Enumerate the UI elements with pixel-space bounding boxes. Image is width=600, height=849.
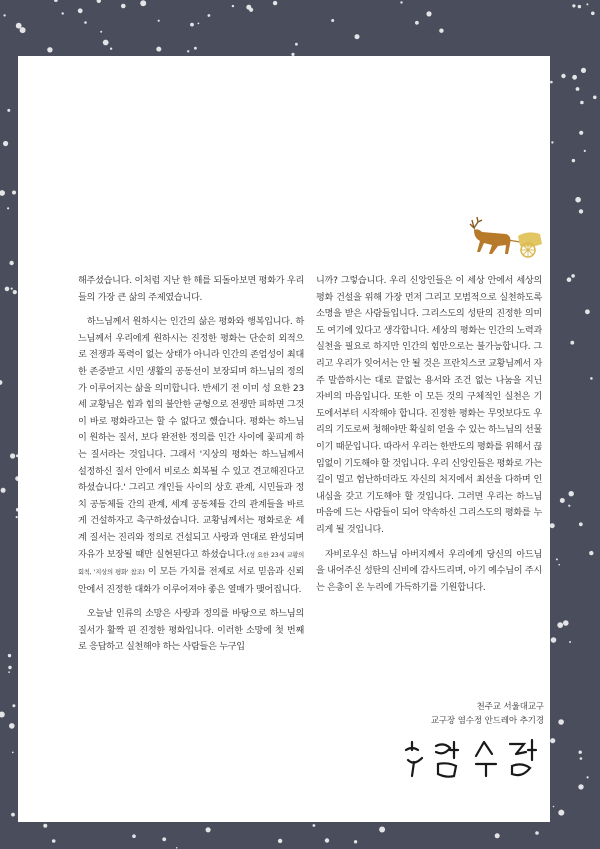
snow-dot xyxy=(558,810,564,816)
snow-dot xyxy=(187,50,189,52)
paragraph xyxy=(78,314,304,598)
snow-dot xyxy=(379,827,385,833)
snow-dot xyxy=(591,12,595,16)
citation-note: (성 요한 23세 교황의 회칙, '지상의 평화' 참조) xyxy=(78,551,304,577)
snow-dot xyxy=(579,131,583,135)
snow-dot xyxy=(550,738,555,743)
snow-dot xyxy=(550,81,553,84)
snow-dot xyxy=(569,491,574,496)
snow-dot xyxy=(194,47,197,50)
snow-dot xyxy=(12,704,15,707)
snow-dot xyxy=(572,75,577,80)
snow-dot xyxy=(249,8,253,12)
snow-dot xyxy=(7,109,10,112)
snow-dot xyxy=(331,19,334,22)
snow-dot xyxy=(11,813,15,817)
snow-dot xyxy=(587,776,589,778)
snow-dot xyxy=(355,34,360,39)
snow-dot xyxy=(20,27,26,33)
snow-dot xyxy=(585,309,590,314)
snow-dot xyxy=(273,1,277,5)
snow-dot xyxy=(232,5,234,7)
snow-dot xyxy=(10,453,15,458)
snow-dot xyxy=(325,838,329,842)
snow-dot xyxy=(8,666,11,669)
snow-dot xyxy=(47,47,52,52)
snow-dot xyxy=(7,207,9,209)
snow-dot xyxy=(575,197,581,203)
snow-dot xyxy=(11,288,13,290)
snow-dot xyxy=(52,839,56,843)
snow-dot xyxy=(558,719,564,725)
snow-dot xyxy=(584,150,586,152)
snow-dot xyxy=(589,551,593,555)
snow-dot xyxy=(3,14,5,16)
snow-dot xyxy=(162,837,166,841)
snow-dot xyxy=(3,141,8,146)
snow-dot xyxy=(572,159,575,162)
snow-dot xyxy=(553,806,555,808)
snow-dot xyxy=(579,522,583,526)
snow-dot xyxy=(550,523,555,528)
snow-dot xyxy=(567,277,572,282)
snow-dot xyxy=(190,23,194,27)
snow-dot xyxy=(551,141,553,143)
snow-dot xyxy=(9,261,13,265)
signature-name: 교구장 염수정 안드레아 추기경 xyxy=(430,714,544,725)
paragraph-text: 이 모든 가치를 전제로 서로 믿음과 신뢰 안에서 진정한 대화가 이루어져야 좋은 열매가 맺어집니다. xyxy=(78,567,304,595)
snow-dot xyxy=(580,757,583,760)
reindeer-sleigh-icon xyxy=(462,214,546,266)
snow-dot xyxy=(580,101,584,105)
snow-dot xyxy=(5,287,10,292)
snow-dot xyxy=(8,654,11,657)
snow-dot xyxy=(561,74,565,78)
snow-dot xyxy=(12,191,16,195)
snow-dot xyxy=(110,48,112,50)
snow-dot xyxy=(590,377,593,380)
snow-dot xyxy=(8,671,10,673)
snow-dot xyxy=(569,641,571,643)
paragraph: 니까? 그렇습니다. 우리 신앙인들은 이 세상 안에서 세상의 평화 건설을 위해 가장 먼저 그리고 모범적으로 실천하도록 소명을 받은 사람들입니다. 그리스도의 성탄의 진정한 의미도 여기에 있다고 생각합니다. 세상의 평화는 인간의 노력과 실천을 필요로 하지만 인간의 힘만으로는 불가능합니다. 그리고 우리가 잊어서는 안 될 것은 프란치스코 교황님께서 자주 말씀하시는 대로 끝없는 용서와 조건 없는 나눔을 지닌 자비의 마음입니다. 또한 이 모든 것의 구체적인 실천은 기도에서부터 시작해야 합니다. 진정한 평화는 무엇보다도 우리의 기도로써 청해야만 확실히 얻을 수 있는 하느님의 선물이기 때문입니다. 따라서 우리는 한반도의 평화를 위해서 끊임없이 기도해야 할 것입니다. 우리 신앙인들은 평화로 가는 길이 멀고 험난하더라도 자신의 처지에서 최선을 다하며 인내심을 갖고 기도해야 할 것입니다. 그러면 우리는 하느님 마음에 드는 사람들이 되어 약속하신 그리스도의 평화를 누리게 될 것입니다. xyxy=(316,276,542,535)
snow-dot xyxy=(572,4,575,7)
snow-dot xyxy=(400,1,402,3)
snow-dot xyxy=(78,8,83,13)
handwritten-signature xyxy=(392,732,542,784)
snow-dot xyxy=(426,11,431,16)
snow-dot xyxy=(415,21,419,25)
snow-dot xyxy=(551,637,557,643)
snow-dot xyxy=(9,723,15,729)
snow-dot xyxy=(581,68,586,73)
snow-dot xyxy=(132,834,136,838)
signature-block xyxy=(316,700,544,727)
snow-dot xyxy=(576,87,580,91)
snow-dot xyxy=(579,751,582,754)
snow-dot xyxy=(578,5,581,8)
snow-dot xyxy=(579,209,583,213)
snow-dot xyxy=(570,341,574,345)
snow-dot xyxy=(535,831,539,835)
snow-dot xyxy=(557,622,563,628)
snow-dot xyxy=(495,833,500,838)
snow-dot xyxy=(103,40,109,46)
letter-right-column xyxy=(316,273,542,604)
snow-dot xyxy=(43,824,47,828)
signature-org: 천주교 서울대교구 xyxy=(476,701,544,711)
snow-dot xyxy=(16,23,22,29)
snow-dot xyxy=(62,12,64,14)
snow-dot xyxy=(560,498,565,503)
paragraph: 자비로우신 하느님 아버지께서 우리에게 당신의 아드님을 내어주신 성탄의 신비에 감사드리며, 아기 예수님이 주시는 은총이 온 누리에 가득하기를 기원합니다. xyxy=(316,549,542,593)
snow-dot xyxy=(278,839,282,843)
snow-dot xyxy=(176,847,178,849)
snow-dot xyxy=(84,21,87,24)
snow-dot xyxy=(558,564,560,566)
snow-dot xyxy=(586,3,588,5)
snow-dot xyxy=(568,505,570,507)
snow-dot xyxy=(313,824,316,827)
snow-dot xyxy=(593,96,597,100)
snow-dot xyxy=(571,274,575,278)
snow-dot xyxy=(12,752,14,754)
snow-dot xyxy=(156,47,161,52)
snow-dot xyxy=(140,0,146,6)
snow-dot xyxy=(198,23,200,25)
paragraph-text: 하느님께서 원하시는 인간의 삶은 평화와 행복입니다. 하느님께서 우리에게 원하시는 진정한 평화는 단순히 외적으로 전쟁과 폭력이 없는 상태가 아니라 인간의 존엄성이 최대한 존중받고 시민 생활의 공동선이 보장되며 하느님의 정의가 이루어지는 삶을 의미합니다. 반세기 전 이미 성 요한 23세 교황님은 힘과 힘의 불안한 균형으로 전쟁만 피하면 그것이 바로 평화라고는 할 수 없다고 했습니다. 평화는 하느님이 원하는 질서, 보다 완전한 정의를 인간 사이에 꽃피게 하는 질서라는 것입니다. 그래서 '지상의 평화는 하느님께서 설정하신 질서 안에서 비로소 회복될 수 있고 견고해진다고 하셨습니다.' 그리고 개인들 사이의 상호 관계, 시민들과 정치 공동체들 간의 관계, 세계 공동체들 간의 관계들을 바르게 건설하자고 촉구하셨습니다. 교황님께서는 평화로운 세계 질서는 진리와 정의로 건설되고 사랑과 연대로 완성되며 자유가 보장될 때만 실현된다고 하셨습니다. xyxy=(78,317,304,560)
snow-dot xyxy=(354,840,357,843)
snow-dot xyxy=(295,43,298,46)
paragraph: 오늘날 인류의 소망은 사랑과 정의를 바탕으로 하느님의 질서가 활짝 핀 진정한 평화입니다. 이러한 소망에 첫 번째로 응답하고 실천해야 하는 사람들은 누구입 xyxy=(78,609,304,653)
snow-dot xyxy=(206,827,211,832)
snow-dot xyxy=(556,558,558,560)
snow-dot xyxy=(1,488,6,493)
snow-dot xyxy=(13,290,17,294)
snow-dot xyxy=(100,31,102,33)
snow-dot xyxy=(439,29,443,33)
snow-dot xyxy=(121,4,126,9)
letter-left-column xyxy=(78,273,304,664)
snow-dot xyxy=(563,620,569,626)
snow-dot xyxy=(158,20,160,22)
snow-dot xyxy=(578,784,583,789)
snow-dot xyxy=(208,14,211,17)
paragraph: 해주셨습니다. 이처럼 지난 한 해를 되돌아보면 평화가 우리들의 가장 큰 삶의 주제였습니다. xyxy=(78,276,304,303)
